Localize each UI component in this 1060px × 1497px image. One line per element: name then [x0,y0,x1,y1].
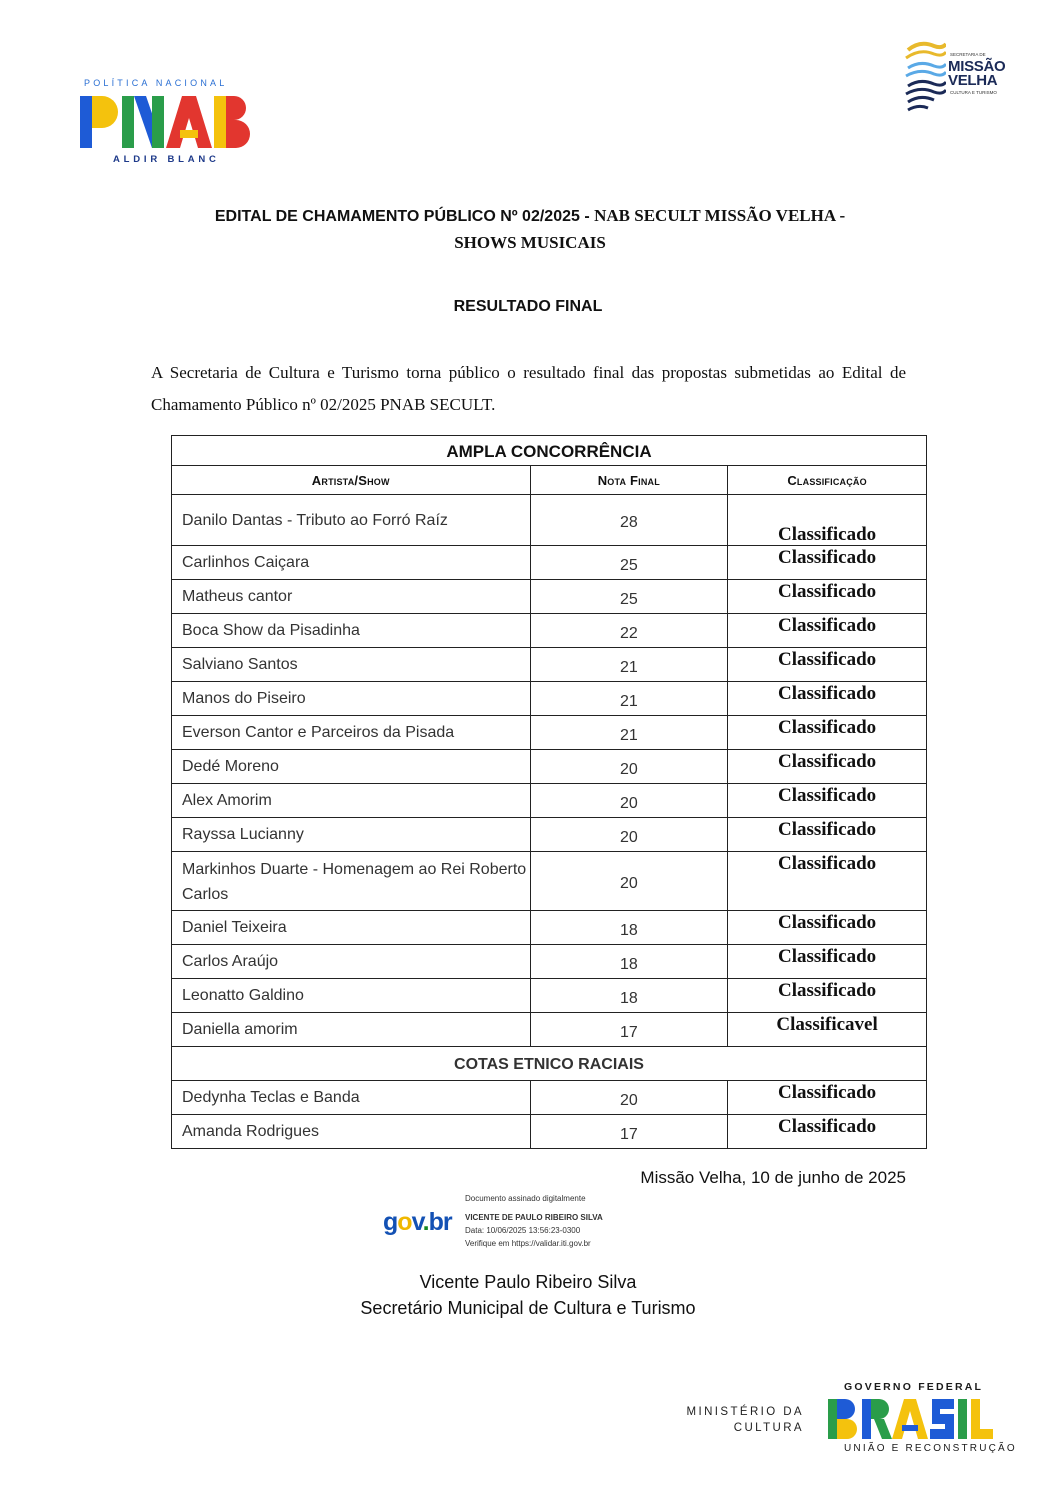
table-row [172,945,927,979]
table-row [172,784,927,818]
nota-cell: 18 [530,911,728,945]
table-row [172,1081,927,1115]
section-header-cotas [172,1047,927,1081]
nota-cell: 22 [530,614,728,648]
pnab-letters-graphic [80,92,252,152]
table-row [172,546,927,580]
artist-cell: Carlos Araújo [172,945,531,979]
artist-cell: Matheus cantor [172,580,531,614]
governo-federal-logo [828,1381,1017,1461]
missao-velha-small-bottom: CULTURA E TURISMO [950,90,997,95]
govbr-logo: gov.br [383,1208,452,1236]
classificacao-cell: Classificado [728,1115,927,1149]
classificacao-cell: Classificado [728,1081,927,1115]
section-title-ampla: AMPLA CONCORRÊNCIA [172,436,927,466]
nota-cell: 20 [530,852,728,911]
nota-cell: 20 [530,818,728,852]
nota-cell: 20 [530,750,728,784]
document-title-part1: EDITAL DE CHAMAMENTO PÚBLICO Nº 02/2025 - [214,208,595,225]
missao-velha-small-top: SECRETARIA DE [950,52,986,57]
ministerio-line1: MINISTÉRIO DA [686,1406,804,1418]
section-title-cotas: COTAS ETNICO RACIAIS [172,1047,927,1081]
nota-cell: 18 [530,945,728,979]
table-row [172,818,927,852]
nota-cell: 20 [530,784,728,818]
classificacao-cell: Classificado [728,945,927,979]
document-subtitle: RESULTADO FINAL [453,298,603,315]
column-header-classificacao: Classificação [728,466,927,495]
column-header-row [172,466,927,495]
ministerio-cultura-logo [680,1404,804,1436]
artist-cell: Everson Cantor e Parceiros da Pisada [172,716,531,750]
table-row [172,979,927,1013]
artist-cell: Alex Amorim [172,784,531,818]
digital-signature-stamp [383,1190,643,1252]
column-header-nota: Nota Final [530,466,728,495]
nota-cell: 25 [530,580,728,614]
document-title-line1 [130,206,930,226]
table-row [172,614,927,648]
document-title-part2: NAB SECULT MISSÃO VELHA - [594,206,846,225]
nota-cell: 18 [530,979,728,1013]
artist-cell: Daniel Teixeira [172,911,531,945]
ministerio-line2: CULTURA [733,1422,804,1434]
classificacao-cell: Classificado [728,546,927,580]
pnab-logo-bottom-text: ALDIR BLANC [113,154,220,165]
classificacao-cell: Classificado [728,750,927,784]
nota-cell: 21 [530,682,728,716]
governo-federal-top-text: GOVERNO FEDERAL [844,1381,984,1393]
nota-cell: 17 [530,1013,728,1047]
classificacao-cell: Classificado [728,818,927,852]
pnab-logo [80,78,252,170]
signature-stamp-signer: VICENTE DE PAULO RIBEIRO SILVA [465,1213,603,1222]
table-row [172,648,927,682]
table-row [172,750,927,784]
artist-cell: Manos do Piseiro [172,682,531,716]
table-row [172,852,927,911]
table-row [172,580,927,614]
table-row [172,911,927,945]
document-title-line2: SHOWS MUSICAIS [454,233,606,252]
artist-cell: Amanda Rodrigues [172,1115,531,1149]
signature-stamp-verify-link[interactable]: Verifique em https://validar.iti.gov.br [465,1239,591,1248]
artist-cell: Rayssa Lucianny [172,818,531,852]
nota-cell: 21 [530,648,728,682]
nota-cell: 21 [530,716,728,750]
intro-paragraph: A Secretaria de Cultura e Turismo torna público o resultado final das propostas submetidas ao Edital de Chamamento Público nº 02/2025 PNAB SECULT. [151,363,906,414]
results-table-body [172,436,927,1149]
artist-cell: Leonatto Galdino [172,979,531,1013]
classificacao-cell: Classificado [728,648,927,682]
artist-cell: Markinhos Duarte - Homenagem ao Rei Roberto Carlos [172,852,531,911]
classificacao-cell: Classificado [728,784,927,818]
classificacao-cell: Classificado [728,682,927,716]
nota-cell: 28 [530,495,728,546]
governo-federal-bottom-text: UNIÃO E RECONSTRUÇÃO [844,1443,1017,1454]
classificacao-cell: Classificado [728,495,927,546]
artist-cell: Dedynha Teclas e Banda [172,1081,531,1115]
classificacao-cell: Classificado [728,580,927,614]
artist-cell: Carlinhos Caiçara [172,546,531,580]
artist-cell: Salviano Santos [172,648,531,682]
classificacao-cell: Classificado [728,852,927,911]
signature-stamp-line1: Documento assinado digitalmente [465,1194,586,1203]
missao-velha-name-line1: MISSÃO [948,58,1006,75]
artist-cell: Danilo Dantas - Tributo ao Forró Raíz [172,495,531,546]
missao-velha-waves-graphic [904,40,946,118]
table-row [172,682,927,716]
nota-cell: 17 [530,1115,728,1149]
signer-name: Vicente Paulo Ribeiro Silva [419,1272,637,1292]
missao-velha-logo [904,38,1020,120]
signer-role: Secretário Municipal de Cultura e Turismo [360,1298,696,1318]
pnab-logo-top-text: POLÍTICA NACIONAL [84,78,228,88]
table-row [172,1013,927,1047]
missao-velha-name-line2: VELHA [948,72,998,89]
table-row [172,495,927,546]
table-row [172,716,927,750]
column-header-artist: Artista/Show [172,466,531,495]
section-header-ampla [172,436,927,466]
classificacao-cell: Classificado [728,979,927,1013]
nota-cell: 20 [530,1081,728,1115]
date-line: Missão Velha, 10 de junho de 2025 [640,1168,906,1187]
table-row [172,1115,927,1149]
classificacao-cell: Classificavel [728,1013,927,1047]
artist-cell: Dedé Moreno [172,750,531,784]
classificacao-cell: Classificado [728,614,927,648]
classificacao-cell: Classificado [728,911,927,945]
classificacao-cell: Classificado [728,716,927,750]
nota-cell: 25 [530,546,728,580]
artist-cell: Daniella amorim [172,1013,531,1047]
signature-stamp-date: Data: 10/06/2025 13:56:23-0300 [465,1226,581,1235]
brasil-wordmark-graphic [828,1397,1000,1441]
results-table [171,435,927,1149]
artist-cell: Boca Show da Pisadinha [172,614,531,648]
